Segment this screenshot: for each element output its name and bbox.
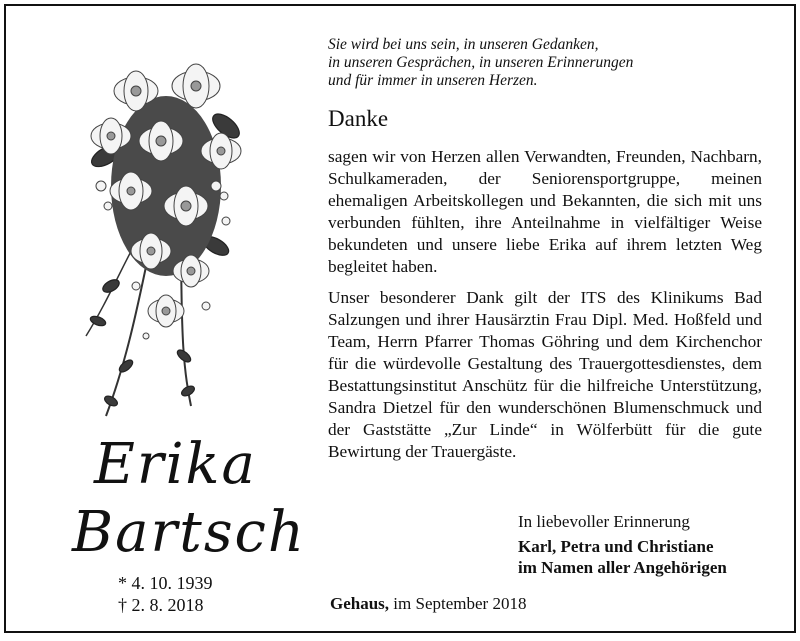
place-date-text: im September 2018 (389, 594, 527, 613)
life-dates (118, 572, 213, 616)
signature-lead: In liebevoller Erinnerung (518, 512, 690, 531)
birth-date: * 4. 10. 1939 (118, 573, 213, 593)
signature-names: Karl, Petra und Christiane (518, 537, 714, 556)
thanks-paragraph-1: sagen wir von Herzen allen Verwandten, Freunden, Nachbarn, Schulkameraden, der Seniorensportgruppe, meinen ehemaligen Arbeitskollegen und Bekannten, die sich mit uns verbunden fühlten, ihre Anteilnahme in vielfältiger Weise bekundeten und unsere liebe Erika auf ihrem letzten Weg begleitet haben. (328, 147, 762, 276)
obituary-card (4, 4, 796, 633)
place-town: Gehaus, (330, 594, 390, 613)
deceased-first-name: Erika (94, 432, 257, 497)
death-date: † 2. 8. 2018 (118, 595, 204, 615)
signature-family: im Namen aller Angehörigen (518, 558, 727, 577)
quote-line-3: und für immer in unseren Herzen. (328, 72, 538, 89)
signature-block (518, 511, 727, 578)
orchid-bouquet-icon (66, 36, 266, 436)
quote-line-1: Sie wird bei uns sein, in unseren Gedanken, (328, 36, 599, 53)
memorial-quote (328, 36, 762, 90)
deceased-last-name: Bartsch (72, 500, 306, 565)
place-date (330, 594, 526, 614)
thanks-heading: Danke (328, 106, 389, 131)
thanks-paragraph-2: Unser besonderer Dank gilt der ITS des Klinikums Bad Salzungen und ihrer Hausärztin Frau Dipl. Med. Hoßfeld und Team, Herrn Pfarrer Thomas Göhring und dem Kirchenchor für die würdevolle Gestaltung des Trauergottesdienstes, dem Bestattungsinstitut Anschütz für die hilfreiche Unterstützung, Sandra Dietzel für den wunderschönen Blumenschmuck und der Gaststätte „Zur Linde“ in Wölferbütt für die gute Bewirtung der Trauergäste. (328, 288, 762, 461)
thanks-text (328, 36, 762, 463)
quote-line-2: in unseren Gesprächen, in unseren Erinnerungen (328, 54, 634, 71)
